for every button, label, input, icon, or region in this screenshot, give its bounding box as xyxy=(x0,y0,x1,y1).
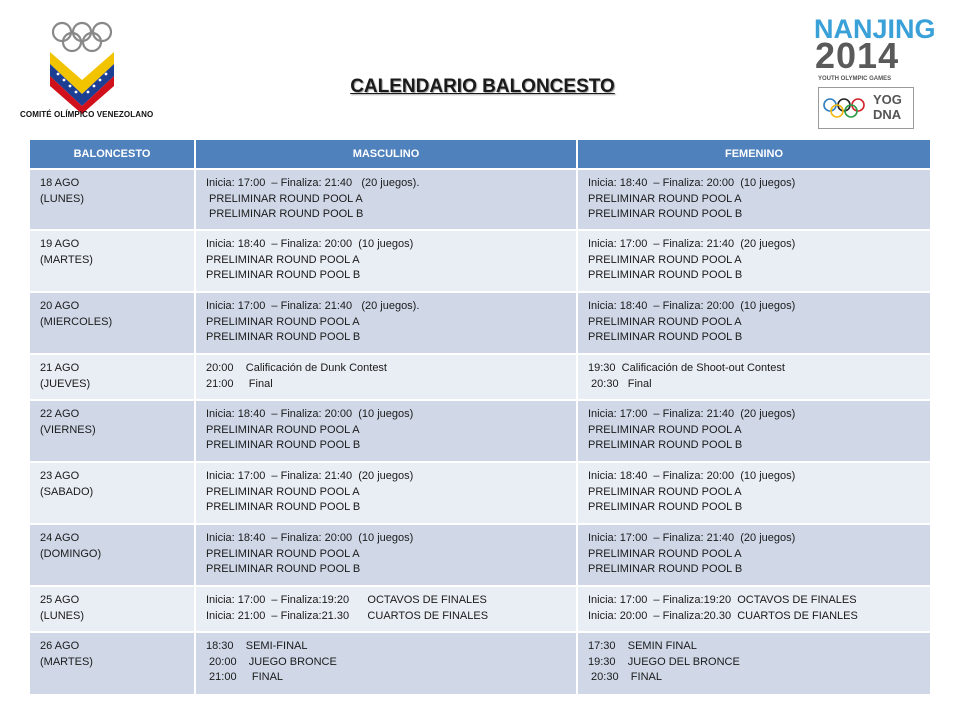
cell-day xyxy=(30,169,195,230)
cell-masculino-line: Inicia: 17:00 – Finaliza:19:20 OCTAVOS DE FINALES xyxy=(206,594,487,606)
cell-masculino-line: Inicia: 18:40 – Finaliza: 20:00 (10 juegos) xyxy=(206,408,414,420)
schedule-body xyxy=(30,169,930,694)
cell-masculino xyxy=(195,462,577,524)
cell-masculino xyxy=(195,632,577,694)
cell-masculino-line: 20:00 JUEGO BRONCE xyxy=(206,655,337,668)
cell-day xyxy=(30,400,195,462)
page-title: CALENDARIO BALONCESTO xyxy=(350,76,615,97)
yog-badge-line2: DNA xyxy=(873,107,902,122)
cell-femenino-line: PRELIMINAR ROUND POOL A xyxy=(588,192,742,205)
table-row xyxy=(30,400,930,462)
cell-masculino-line: PRELIMINAR ROUND POOL B xyxy=(206,501,361,513)
cell-masculino-line: PRELIMINAR ROUND POOL A xyxy=(206,423,360,436)
cell-masculino-line: PRELIMINAR ROUND POOL A xyxy=(206,485,360,498)
table-row xyxy=(30,292,930,354)
cell-masculino xyxy=(195,230,577,292)
cell-day-line: (LUNES) xyxy=(40,192,85,205)
cell-masculino-line: 20:00 Calificación de Dunk Contest xyxy=(206,362,387,374)
cell-femenino-line: Inicia: 18:40 – Finaliza: 20:00 (10 juegos) xyxy=(588,177,796,189)
cell-day xyxy=(30,354,195,400)
cell-femenino-line: 20:30 FINAL xyxy=(588,671,662,683)
nanjing-subtitle: YOUTH OLYMPIC GAMES xyxy=(818,76,892,82)
cell-femenino xyxy=(577,400,930,462)
yog-dna-badge xyxy=(818,87,914,129)
table-row xyxy=(30,462,930,524)
table-row xyxy=(30,524,930,586)
cell-femenino xyxy=(577,230,930,292)
cell-day-line: (MARTES) xyxy=(40,253,93,266)
cell-femenino-line: PRELIMINAR ROUND POOL A xyxy=(588,423,742,436)
cell-masculino-line: PRELIMINAR ROUND POOL B xyxy=(206,563,361,575)
cell-day-line: 20 AGO xyxy=(40,300,80,312)
cell-femenino-line: PRELIMINAR ROUND POOL B xyxy=(588,501,743,513)
cell-femenino xyxy=(577,462,930,524)
cell-femenino-line: Inicia: 18:40 – Finaliza: 20:00 (10 juegos) xyxy=(588,470,796,482)
cell-day-line: 22 AGO xyxy=(40,408,80,420)
cell-femenino-line: Inicia: 17:00 – Finaliza:19:20 OCTAVOS DE FINALES xyxy=(588,594,857,606)
cell-femenino-line: PRELIMINAR ROUND POOL A xyxy=(588,485,742,498)
cell-day xyxy=(30,524,195,586)
cell-femenino-line: Inicia: 17:00 – Finaliza: 21:40 (20 juegos) xyxy=(588,238,796,250)
cell-femenino-line: 19:30 Calificación de Shoot-out Contest xyxy=(588,362,785,374)
cell-day-line: (DOMINGO) xyxy=(40,547,102,560)
nanjing-2014-logo xyxy=(812,12,936,132)
nanjing-year: 2014 xyxy=(815,35,900,76)
cell-femenino-line: Inicia: 18:40 – Finaliza: 20:00 (10 juegos) xyxy=(588,300,796,312)
cell-femenino-line: Inicia: 17:00 – Finaliza: 21:40 (20 juegos) xyxy=(588,408,796,420)
cell-femenino-line: PRELIMINAR ROUND POOL B xyxy=(588,269,743,281)
column-header-femenino: FEMENINO xyxy=(577,140,930,169)
cell-day xyxy=(30,230,195,292)
cell-femenino-line: PRELIMINAR ROUND POOL A xyxy=(588,547,742,560)
cell-femenino-line: PRELIMINAR ROUND POOL B xyxy=(588,439,743,451)
cell-masculino-line: Inicia: 21:00 – Finaliza:21.30 CUARTOS DE FINALES xyxy=(206,609,489,622)
table-row xyxy=(30,632,930,694)
cell-femenino xyxy=(577,524,930,586)
table-header-row xyxy=(30,140,930,169)
cell-day xyxy=(30,632,195,694)
cell-day xyxy=(30,462,195,524)
cell-masculino-line: Inicia: 18:40 – Finaliza: 20:00 (10 juegos) xyxy=(206,532,414,544)
cell-femenino-line: 20:30 Final xyxy=(588,377,652,390)
cell-masculino-line: PRELIMINAR ROUND POOL B xyxy=(206,269,361,281)
cell-day-line: 23 AGO xyxy=(40,470,80,482)
cell-masculino-line: Inicia: 17:00 – Finaliza: 21:40 (20 juegos) xyxy=(206,470,414,482)
olympic-rings-icon xyxy=(822,97,872,119)
column-header-baloncesto: BALONCESTO xyxy=(30,140,195,169)
cell-masculino xyxy=(195,292,577,354)
cell-masculino-line: PRELIMINAR ROUND POOL A xyxy=(206,192,363,205)
cell-masculino-line: Inicia: 18:40 – Finaliza: 20:00 (10 juegos) xyxy=(206,238,414,250)
cell-day-line: (JUEVES) xyxy=(40,377,91,390)
cell-day-line: 21 AGO xyxy=(40,362,80,374)
basketball-schedule-table xyxy=(30,140,930,694)
cell-day-line: 25 AGO xyxy=(40,594,80,606)
cell-femenino-line: Inicia: 17:00 – Finaliza: 21:40 (20 juegos) xyxy=(588,532,796,544)
column-header-masculino: MASCULINO xyxy=(195,140,577,169)
cell-femenino xyxy=(577,632,930,694)
cov-logo xyxy=(18,14,168,124)
cell-masculino-line: PRELIMINAR ROUND POOL A xyxy=(206,315,360,328)
cell-femenino-line: PRELIMINAR ROUND POOL A xyxy=(588,253,742,266)
cell-day-line: (VIERNES) xyxy=(40,423,96,436)
cell-masculino-line: 21:00 FINAL xyxy=(206,671,284,683)
cell-femenino-line: Inicia: 20:00 – Finaliza:20.30 CUARTOS DE FIANLES xyxy=(588,609,858,622)
cell-masculino-line: PRELIMINAR ROUND POOL B xyxy=(206,439,361,451)
cell-masculino-line: PRELIMINAR ROUND POOL A xyxy=(206,547,360,560)
cell-day-line: 26 AGO xyxy=(40,640,80,652)
cell-day xyxy=(30,292,195,354)
cell-day-line: 18 AGO xyxy=(40,177,80,189)
cell-femenino-line: PRELIMINAR ROUND POOL B xyxy=(588,563,743,575)
cell-femenino-line: PRELIMINAR ROUND POOL A xyxy=(588,315,742,328)
cell-femenino xyxy=(577,586,930,632)
cell-day-line: (LUNES) xyxy=(40,609,85,622)
olympic-rings-flag-icon xyxy=(18,14,168,114)
cell-day xyxy=(30,586,195,632)
cell-masculino xyxy=(195,586,577,632)
cell-masculino-line: Inicia: 17:00 – Finaliza: 21:40 (20 juegos). xyxy=(206,177,420,189)
table-row xyxy=(30,169,930,230)
cell-femenino xyxy=(577,292,930,354)
cell-femenino-line: PRELIMINAR ROUND POOL B xyxy=(588,208,743,220)
cell-masculino-line: 21:00 Final xyxy=(206,377,273,390)
cell-masculino xyxy=(195,400,577,462)
cell-femenino-line: PRELIMINAR ROUND POOL B xyxy=(588,331,743,343)
table-row xyxy=(30,586,930,632)
table-row xyxy=(30,354,930,400)
cell-masculino xyxy=(195,524,577,586)
cell-masculino-line: PRELIMINAR ROUND POOL B xyxy=(206,331,361,343)
cell-femenino-line: 17:30 SEMIN FINAL xyxy=(588,640,697,652)
nanjing-wordmark: NANJING xyxy=(814,14,936,44)
cell-day-line: 24 AGO xyxy=(40,532,80,544)
cov-logo-caption: COMITÉ OLÍMPICO VENEZOLANO xyxy=(20,110,154,119)
cell-femenino xyxy=(577,169,930,230)
cell-masculino-line: PRELIMINAR ROUND POOL B xyxy=(206,208,364,220)
cell-day-line: (SABADO) xyxy=(40,485,94,498)
cell-masculino xyxy=(195,169,577,230)
yog-badge-line1: YOG xyxy=(873,92,902,107)
table-row xyxy=(30,230,930,292)
cell-femenino-line: 19:30 JUEGO DEL BRONCE xyxy=(588,655,740,668)
cell-masculino-line: Inicia: 17:00 – Finaliza: 21:40 (20 juegos). xyxy=(206,300,420,312)
cell-masculino xyxy=(195,354,577,400)
cell-femenino xyxy=(577,354,930,400)
cell-masculino-line: 18:30 SEMI-FINAL xyxy=(206,640,308,652)
cell-day-line: (MIERCOLES) xyxy=(40,315,113,328)
cell-masculino-line: PRELIMINAR ROUND POOL A xyxy=(206,253,360,266)
cell-day-line: (MARTES) xyxy=(40,655,93,668)
cell-day-line: 19 AGO xyxy=(40,238,80,250)
